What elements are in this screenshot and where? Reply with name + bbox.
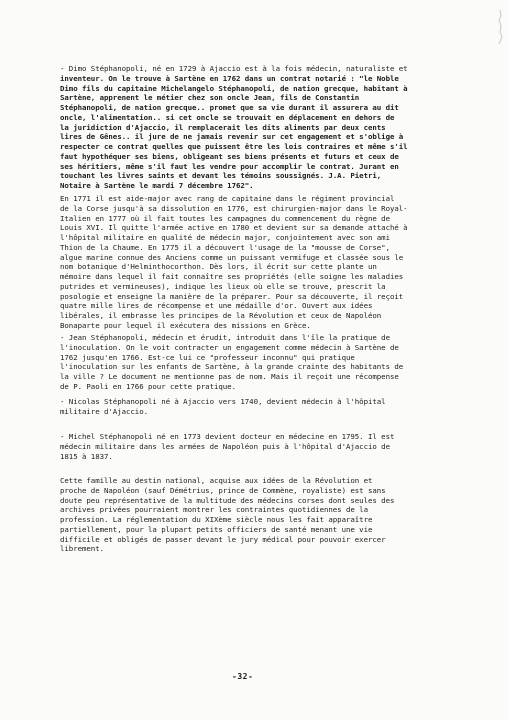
paragraph-aide-major: [60, 194, 465, 331]
text-line: doute peu représentative de la multitude des médecins corses dont seules des: [60, 495, 395, 505]
paragraph-michel-stephanopoli: [60, 432, 465, 461]
text-line: Dimo fils du capitaine Michelangelo Stéphanopoli, de nation grecque, habitant à: [60, 83, 408, 93]
text-line: l'inoculation. On le voit contracter un engagement comme médecin à Sartène de: [60, 342, 399, 352]
text-line: Sartène, apprenent le métier chez son oncle Jean, fils de Constantin: [60, 93, 360, 103]
text-line: archives privées pourraient montrer les contraintes quotidiennes de la: [60, 505, 368, 515]
text-line: la juridiction d'Ajaccio, il remplacerait les dits aliments par deux cents: [60, 122, 386, 132]
text-line: 1762 jusqu'en 1766. Est-ce lui ce "professeur inconnu" qui pratique: [60, 352, 355, 362]
text-line: 1815 à 1837.: [60, 451, 113, 461]
text-line: de la Corse jusqu'à sa dissolution en 1776, est chirurgien-major dans le Royal-: [60, 203, 408, 213]
text-line: posologie et enseigne la manière de la préparer. Pour sa découverte, il reçoit: [60, 291, 404, 301]
text-line: Cette famille au destin national, acquise aux idées de la Révolution et: [60, 476, 373, 485]
scan-edge-mark: [497, 10, 503, 44]
text-line: - Michel Stéphanopoli né en 1773 devient docteur en médecine en 1795. Il est: [60, 432, 395, 441]
text-line: nom botanique d'Helminthocorthon. Dès lors, il écrit sur cette plante un: [60, 262, 377, 272]
text-line: lires de Gênes.. il jure de ne jamais revenir sur cet engagement et s'oblige à: [60, 132, 404, 142]
text-line: librement.: [60, 544, 104, 554]
paragraph-nicolas-stephanopoli: [60, 397, 465, 417]
text-line: partiellement, pour la plupart petits officiers de santé menant une vie: [60, 524, 373, 534]
text-line: Bonaparte pour lequel il exécutera des missions en Grèce.: [60, 320, 311, 330]
text-line: l'hôpital militaire en qualité de médecin major, conjointement avec son ami: [60, 233, 390, 242]
text-line: algue marine connue des Anciens comme un puissant vermifuge et classée sous le: [60, 252, 404, 262]
paragraph-famille-conclusion: [60, 476, 465, 554]
text-line: Thion de la Chaume. En 1775 il a découvert l'usage de la "mousse de Corse",: [60, 242, 390, 252]
text-line: En 1771 il est aide-major avec rang de capitaine dans le régiment provincial: [60, 194, 395, 203]
text-line: Italien en 1777 où il fait toutes les campagnes du commencement du règne de: [60, 213, 390, 223]
text-line: de P. Paoli en 1766 pour cette pratique.: [60, 381, 236, 391]
text-line: profession. La réglementation du XIXème siècle nous les fait apparaître: [60, 515, 373, 524]
text-line: - Jean Stéphanopoli, médecin et érudit, introduit dans l'île la pratique de: [60, 333, 390, 342]
text-line: l'inoculation sur les enfants de Sartène, à la grande crainte des habitants de: [60, 362, 404, 372]
text-line: quatre mille lires de récompense et une médaille d'or. Ouvert aux idées: [60, 301, 373, 311]
text-line: militaire d'Ajaccio.: [60, 406, 148, 416]
text-line: libérales, il embrasse les principes de la Révolution et ceux de Napoléon: [60, 311, 382, 320]
page-number: -32-: [232, 672, 254, 681]
paragraph-jean-stephanopoli: [60, 333, 465, 392]
text-line: ses héritiers, même s'il faut les vendre pour accomplir le contrat. Jurant en: [60, 161, 399, 171]
text-line: touchant les livres saints et devant les témoins soussignés. J.A. Pietri,: [60, 171, 382, 181]
text-line: respecter ce contrat quelles que puissent être les lois contraires et même s'il: [60, 142, 408, 151]
text-line: difficile et obligés de passer devant le jury médical pour pouvoir exercer: [60, 534, 386, 544]
text-line: inventeur. On le trouve à Sartène en 1762 dans un contrat notarié : "le Noble: [60, 73, 399, 83]
text-line: Louis XVI. Il quitte l'armée active en 1780 et devient sur sa demande attaché à: [60, 223, 408, 233]
text-line: oncle, l'alimentation.. si cet oncle se trouvait en déplacement en dehors de: [60, 112, 395, 122]
text-line: - Dimo Stéphanopoli, né en 1729 à Ajaccio est à la fois médecin, naturaliste et: [60, 64, 408, 73]
text-line: - Nicolas Stéphanopoli né à Ajaccio vers 1740, devient médecin à l'hôpital: [60, 397, 386, 406]
text-line: mémoire dans lequel il fait connaître ses propriétés (elle soigne les maladies: [60, 272, 404, 281]
text-line: Stéphanopoli, de nation grecque.. promet que sa vie durant il assurera au dit: [60, 103, 399, 112]
paragraph-dimo-stephanopoli: [60, 64, 465, 191]
text-line: la ville ? Le document ne mentionne pas de nom. Mais il reçoit une récompense: [60, 372, 399, 381]
text-line: putrides et vermineuses), indique les lieux où elle se trouve, prescrit la: [60, 281, 386, 291]
text-line: médecin militaire dans les armées de Napoléon puis à l'hôpital d'Ajaccio de: [60, 441, 390, 451]
text-line: proche de Napoléon (sauf Démétrius, prince de Commène, royaliste) est sans: [60, 485, 386, 495]
text-line: faut hypothéquer ses biens, obligeant ses biens présents et futurs et ceux de: [60, 151, 399, 161]
text-line: Notaire à Sartène le mardi 7 décembre 1762".: [60, 181, 254, 190]
